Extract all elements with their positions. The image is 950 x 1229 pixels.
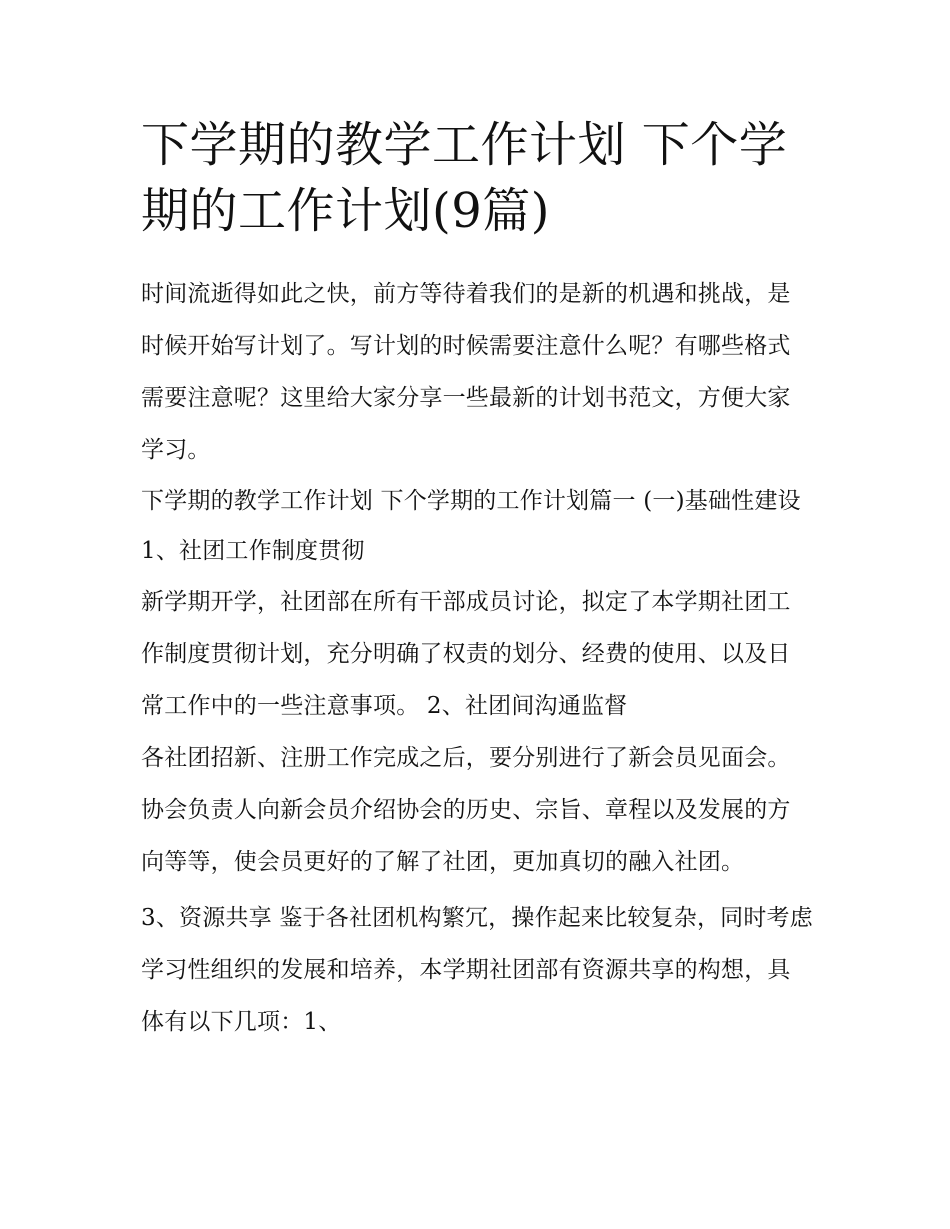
body-paragraph: 各社团招新、注册工作完成之后，要分别进行了新会员见面会。协会负责人向新会员介绍协会的历史、宗旨、章程以及发展的方向等等，使会员更好的了解了社团，更加真切的融入社团。 xyxy=(141,745,791,875)
body-paragraph: 新学期开学，社团部在所有干部成员讨论，拟定了本学期社团工作制度贯彻计划，充分明确了权责的划分、经费的使用、以及日常工作中的一些注意事项。 2、社团间沟通监督 xyxy=(141,589,791,719)
document-title: 下学期的教学工作计划 下个学期的工作计划(9篇) xyxy=(141,117,788,239)
intro-paragraph: 时间流逝得如此之快，前方等待着我们的是新的机遇和挑战，是时候开始写计划了。写计划的时候需要注意什么呢？有哪些格式需要注意呢？这里给大家分享一些最新的计划书范文，方便大家学习。 xyxy=(141,281,791,463)
document-page xyxy=(141,112,813,1048)
section-heading-paragraph: 下学期的教学工作计划 下个学期的工作计划篇一 (一)基础性建设 1、社团工作制度贯彻 xyxy=(141,488,801,564)
body-paragraph: 3、资源共享 鉴于各社团机构繁冗，操作起来比较复杂，同时考虑学习性组织的发展和培养，本学期社团部有资源共享的构想，具体有以下几项：1、 xyxy=(141,905,813,1035)
